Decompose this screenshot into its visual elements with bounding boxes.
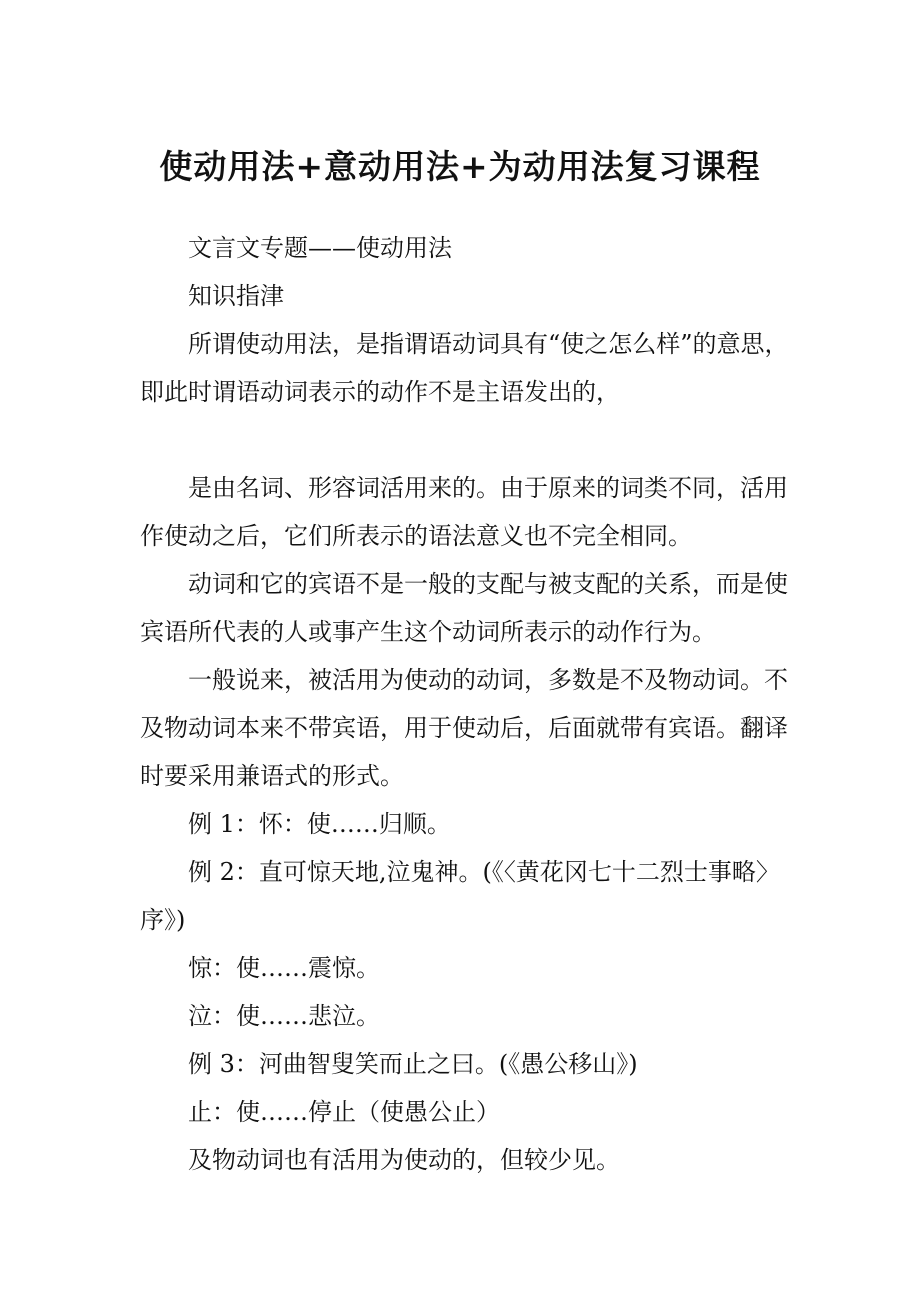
- paragraph-explain-zhi: 止：使……停止（使愚公止）: [188, 1098, 500, 1126]
- paragraph-transitive-note: 及物动词也有活用为使动的，但较少见。: [188, 1146, 620, 1174]
- paragraph-verb-object: 动词和它的宾语不是一般的支配与被支配的关系，而是使宾语所代表的人或事产生这个动词所表示的动作行为。: [140, 570, 788, 646]
- paragraph-explain-jing: 惊：使……震惊。: [188, 954, 380, 982]
- paragraph-example-2: 例 2：直可惊天地,泣鬼神。(《〈黄花冈七十二烈士事略〉序》): [140, 858, 780, 934]
- paragraph-definition: 所谓使动用法，是指谓语动词具有“使之怎么样”的意思，即此时谓语动词表示的动作不是主语发出的，: [140, 330, 789, 406]
- document-title: 使动用法+意动用法+为动用法复习课程: [159, 147, 761, 186]
- paragraph-origin: 是由名词、形容词活用来的。由于原来的词类不同，活用作使动之后，它们所表示的语法意义也不完全相同。: [140, 474, 788, 550]
- paragraph-example-3: 例 3：河曲智叟笑而止之曰。(《愚公移山》): [188, 1050, 638, 1078]
- paragraph-intransitive: 一般说来，被活用为使动的动词，多数是不及物动词。不及物动词本来不带宾语，用于使动后，后面就带有宾语。翻译时要采用兼语式的形式。: [140, 666, 788, 790]
- paragraph-section-heading: 知识指津: [188, 282, 284, 310]
- paragraph-explain-qi: 泣：使……悲泣。: [188, 1002, 380, 1030]
- paragraph-topic: 文言文专题——使动用法: [188, 234, 452, 262]
- paragraph-example-1: 例 1：怀：使……归顺。: [188, 810, 451, 838]
